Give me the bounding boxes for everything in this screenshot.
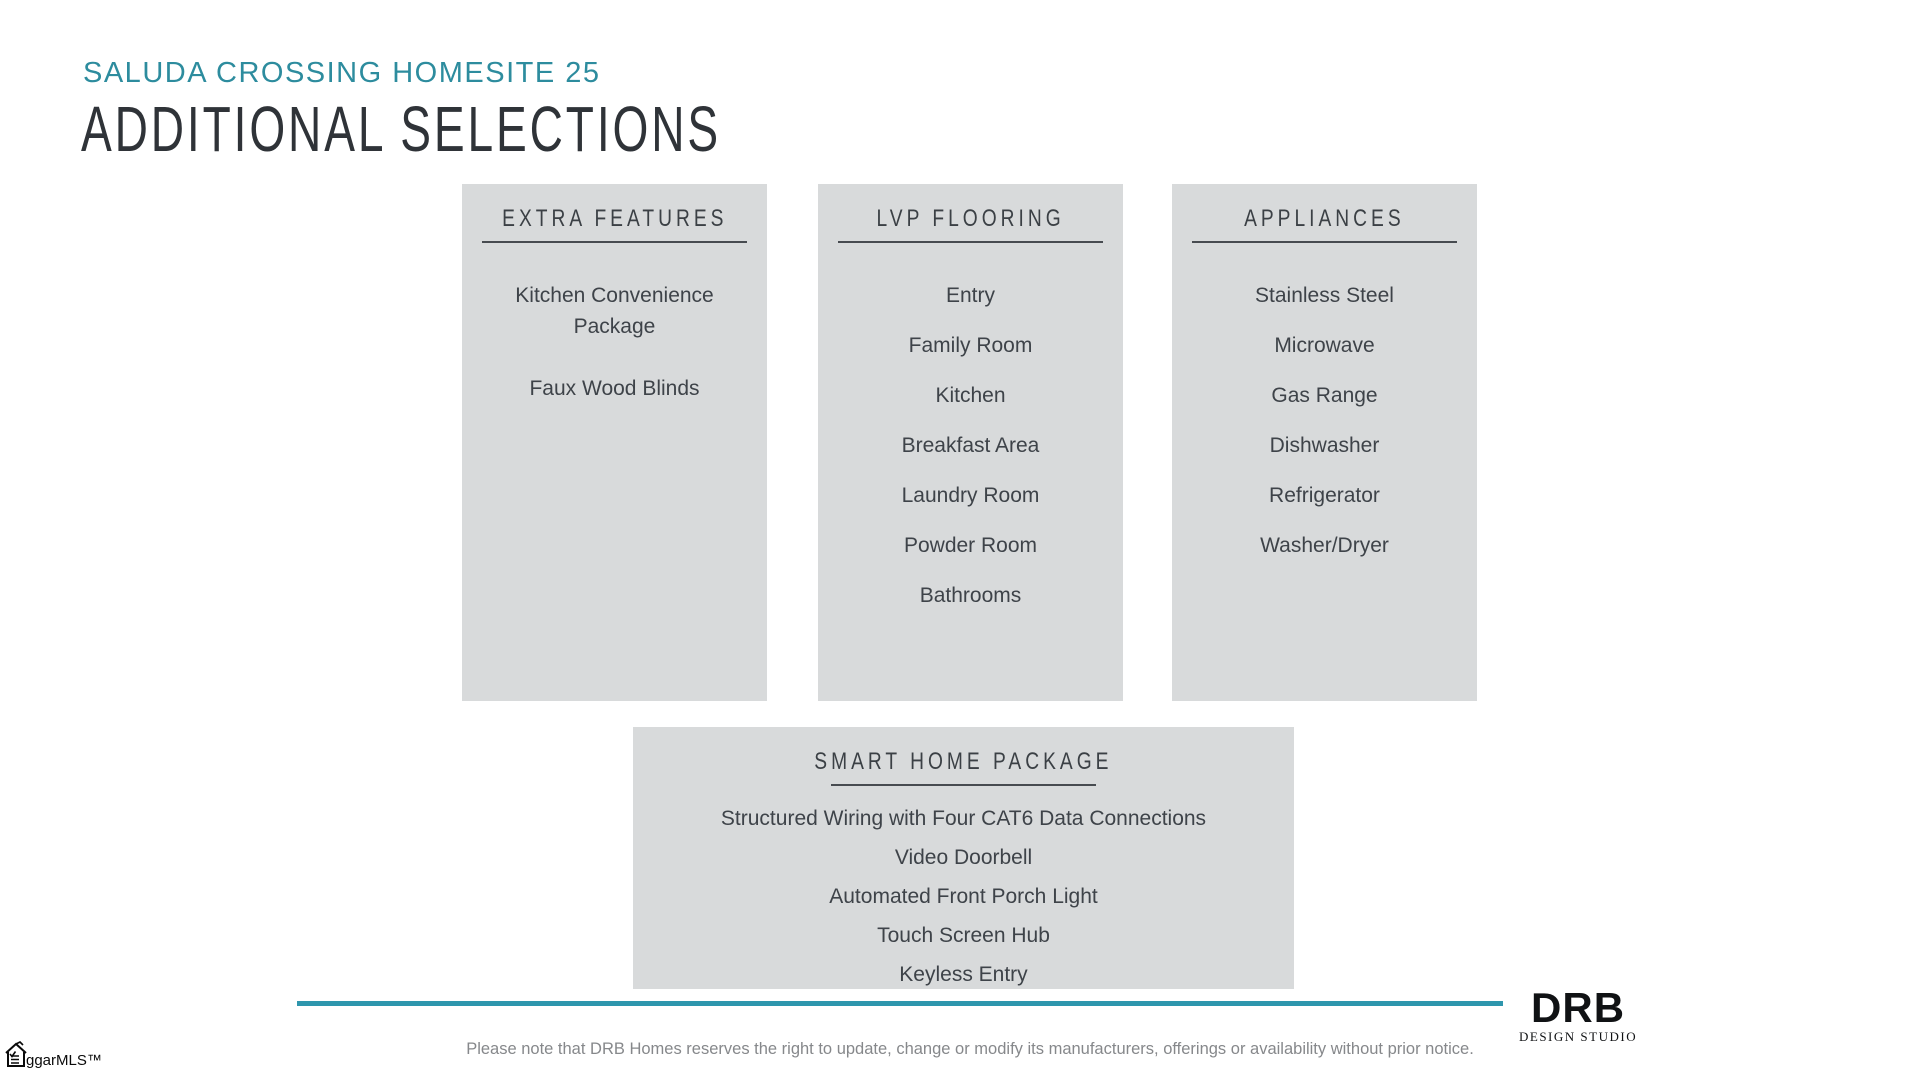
card-title-rule bbox=[1192, 241, 1457, 243]
card-item: Dishwasher bbox=[1269, 434, 1380, 457]
card-smart-home-package-title: SMART HOME PACKAGE bbox=[814, 748, 1113, 775]
card-item: Laundry Room bbox=[901, 484, 1040, 507]
card-appliances-title: APPLIANCES bbox=[1244, 205, 1405, 232]
drb-logo-tagline: DESIGN STUDIO bbox=[1519, 1029, 1638, 1044]
card-title-rule bbox=[482, 241, 747, 243]
card-item: Refrigerator bbox=[1269, 484, 1380, 507]
card-title-rule bbox=[838, 241, 1103, 243]
card-item: Microwave bbox=[1274, 334, 1375, 357]
card-extra-features-items bbox=[462, 280, 767, 404]
card-item: Structured Wiring with Four CAT6 Data Connections bbox=[720, 807, 1207, 830]
card-item: Washer/Dryer bbox=[1260, 534, 1389, 557]
card-item: Faux Wood Blinds bbox=[529, 377, 700, 400]
card-lvp-flooring-items bbox=[818, 280, 1123, 611]
card-extra-features-title: EXTRA FEATURES bbox=[501, 205, 728, 232]
card-item: Gas Range bbox=[1271, 384, 1378, 407]
card-title-rule bbox=[831, 784, 1096, 786]
card-lvp-flooring-title: LVP FLOORING bbox=[876, 205, 1065, 232]
card-item: Keyless Entry bbox=[899, 963, 1028, 986]
mls-watermark bbox=[2, 1040, 102, 1070]
drb-design-studio-logo bbox=[1519, 984, 1638, 1045]
card-lvp-flooring bbox=[818, 184, 1123, 701]
page-title: ADDITIONAL SELECTIONS bbox=[81, 93, 722, 165]
mls-watermark-text: ggarMLS™ bbox=[26, 1052, 102, 1069]
card-item: Powder Room bbox=[903, 534, 1038, 557]
card-item: Video Doorbell bbox=[894, 846, 1033, 869]
card-item: Entry bbox=[945, 284, 995, 307]
card-appliances bbox=[1172, 184, 1477, 701]
footer-divider-line bbox=[297, 1001, 1503, 1006]
card-item: Bathrooms bbox=[919, 584, 1022, 607]
card-item: Family Room bbox=[908, 334, 1033, 357]
card-extra-features bbox=[462, 184, 767, 701]
card-item: Automated Front Porch Light bbox=[829, 885, 1098, 908]
card-item: Kitchen Convenience Package bbox=[515, 284, 714, 338]
disclaimer-text: Please note that DRB Homes reserves the right to update, change or modify its manufacturers, offerings or availability without prior notice. bbox=[466, 1040, 1474, 1058]
drb-logo-text: DRB bbox=[1531, 984, 1626, 1031]
card-smart-home-package bbox=[633, 727, 1294, 989]
card-appliances-items bbox=[1172, 280, 1477, 561]
card-item: Stainless Steel bbox=[1255, 284, 1394, 307]
card-item: Breakfast Area bbox=[901, 434, 1040, 457]
card-item: Touch Screen Hub bbox=[877, 924, 1050, 947]
card-smart-home-package-items bbox=[633, 803, 1294, 990]
community-title: SALUDA CROSSING HOMESITE 25 bbox=[83, 57, 601, 89]
card-item: Kitchen bbox=[935, 384, 1006, 407]
